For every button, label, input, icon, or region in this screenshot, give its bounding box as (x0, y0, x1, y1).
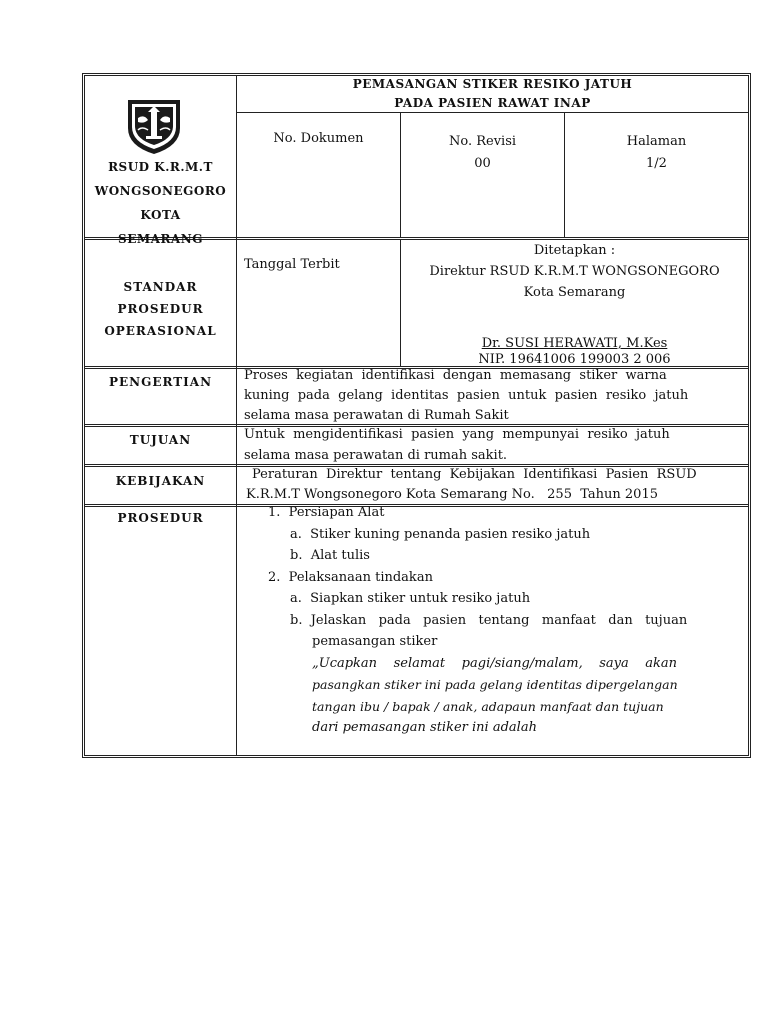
prosedur-list (268, 502, 744, 739)
kebijakan-line1: Peraturan Direktur tentang Kebijakan Identifikasi Pasien RSUD (252, 467, 697, 482)
column-divider (236, 75, 237, 756)
sop-label (85, 276, 236, 342)
prosedur-item-2b-line1: b. Jelaskan pada pasien tentang manfaat dan tujuan (290, 612, 688, 628)
revision-value: 00 (474, 156, 491, 171)
prosedur-item-2b-line2: pemasangan stiker (312, 634, 438, 649)
pengertian-label: PENGERTIAN (108, 375, 213, 389)
title-line2: PADA PASIEN RAWAT INAP (394, 96, 591, 110)
approval-line2: Direktur RSUD K.R.M.T WONGSONEGORO (429, 264, 720, 279)
table-border-right (750, 73, 751, 758)
signer-nip: NIP. 19641006 199003 2 006 (478, 352, 671, 367)
table-border-right-inner (748, 75, 749, 756)
prosedur-label: PROSEDUR (117, 511, 204, 525)
title-line1: PEMASANGAN STIKER RESIKO JATUH (352, 77, 633, 91)
page-cell (565, 131, 748, 175)
pengertian-line3: selama masa perawatan di Rumah Sakit (244, 408, 509, 423)
tujuan-text (244, 424, 742, 466)
pengertian-line2: kuning pada gelang identitas pasien untuk pasien resiko jatuh (244, 388, 689, 403)
approval-line3: Kota Semarang (523, 285, 626, 300)
quote-line4: dari pemasangan stiker ini adalah (312, 720, 537, 735)
quote-line3: tangan ibu / bapak / anak, adapaun manfaat dan tujuan (312, 698, 664, 714)
table-border-bottom-inner (84, 755, 749, 756)
table-border-top (82, 73, 751, 74)
kebijakan-line2: K.R.M.T Wongsonegoro Kota Semarang No. 255 Tahun 2015 (246, 487, 658, 502)
signer-name: Dr. SUSI HERAWATI, M.Kes (481, 336, 668, 351)
prosedur-item-2a: a. Siapkan stiker untuk resiko jatuh (290, 591, 531, 606)
prosedur-item-1: 1. Persiapan Alat (268, 505, 385, 520)
sop-label-line3: OPERASIONAL (104, 324, 217, 338)
org-name-line1: RSUD K.R.M.T (108, 160, 213, 174)
semarang-emblem-logo (124, 96, 184, 156)
org-name-line4: SEMARANG (118, 232, 203, 246)
tujuan-line2: selama masa perawatan di rumah sakit. (244, 448, 508, 463)
sop-label-line1: STANDAR (123, 280, 198, 294)
signer-block (401, 336, 748, 368)
issue-date-label: Tanggal Terbit (244, 257, 340, 272)
pengertian-text (244, 366, 742, 426)
page-value: 1/2 (646, 156, 667, 171)
approval-line1: Ditetapkan : (533, 243, 616, 258)
quote-line2: pasangkan stiker ini pada gelang identitas dipergelangan (312, 677, 678, 692)
org-name-line2: WONGSONEGORO (94, 184, 227, 198)
revision-label: No. Revisi (448, 134, 517, 149)
prosedur-item-1a: a. Stiker kuning penanda pasien resiko jatuh (290, 526, 591, 542)
kebijakan-text (246, 465, 744, 505)
pengertian-line1: Proses kegiatan identifikasi dengan memasang stiker warna (244, 368, 667, 383)
approval-block (401, 240, 748, 303)
kebijakan-label: KEBIJAKAN (115, 474, 206, 488)
org-name-line3: KOTA (140, 208, 181, 222)
revision-cell (401, 131, 564, 175)
quote-line1: „Ucapkan selamat pagi/siang/malam, saya akan (312, 655, 678, 671)
prosedur-item-1b: b. Alat tulis (290, 548, 370, 563)
table-border-bottom (82, 757, 751, 758)
prosedur-item-2: 2. Pelaksanaan tindakan (268, 569, 433, 585)
tujuan-line1: Untuk mengidentifikasi pasien yang mempunyai resiko jatuh (244, 427, 670, 442)
tujuan-label: TUJUAN (129, 433, 192, 447)
document-title (237, 75, 748, 113)
doc-number-label: No. Dokumen (273, 131, 364, 146)
table-border-left (82, 73, 83, 758)
org-name (85, 155, 236, 251)
sop-label-line2: PROSEDUR (117, 302, 204, 316)
page-label: Halaman (626, 134, 687, 149)
